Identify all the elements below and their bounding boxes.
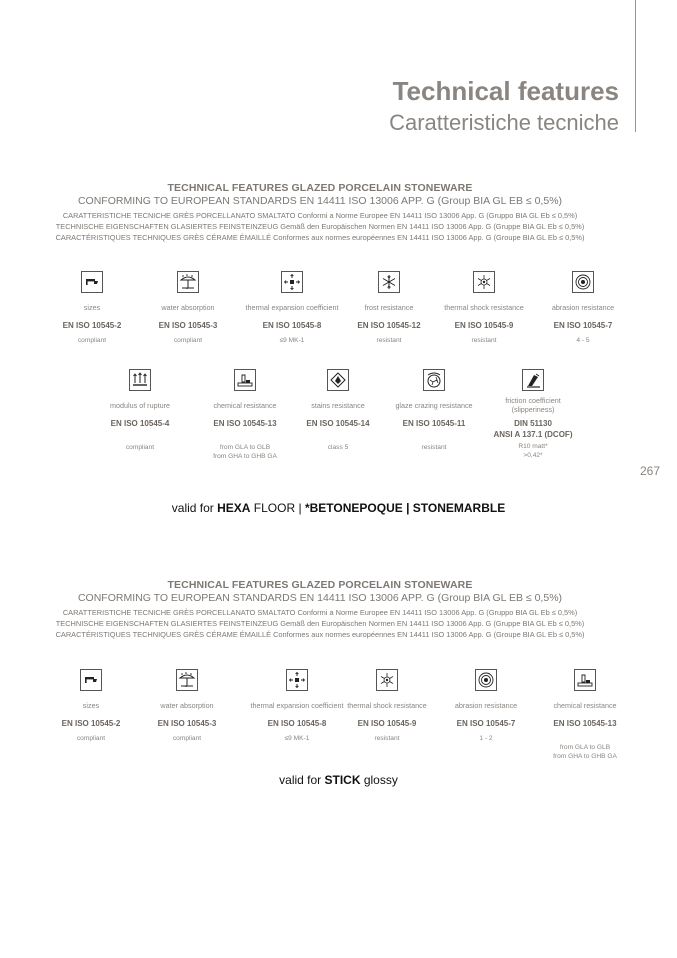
feature-standard: EN ISO 10545-4 xyxy=(110,419,170,428)
feature-value: 4 - 5 xyxy=(576,337,590,344)
section1-header xyxy=(30,182,610,243)
valid-for-note: valid for STICK glossy xyxy=(279,773,398,787)
feature-value: resistant xyxy=(421,444,447,451)
feature-standard: EN ISO 10545-13 xyxy=(213,419,277,428)
feature-water-absorption xyxy=(138,271,238,345)
feature-standard: EN ISO 10545-12 xyxy=(357,321,421,330)
feature-thermal-expansion xyxy=(242,271,342,345)
feature-label: sizes xyxy=(82,700,100,710)
feature-value-2: >0,42* xyxy=(523,452,543,459)
feature-label: sizes xyxy=(83,302,101,312)
feature-value: resistant xyxy=(471,337,497,344)
section2-header xyxy=(30,579,610,640)
feature-standard: EN ISO 10545-3 xyxy=(158,321,218,330)
feature-value: ≤9 MK-1 xyxy=(284,735,310,742)
feature-value: compliant xyxy=(125,444,155,451)
feature-standard: EN ISO 10545-2 xyxy=(62,321,122,330)
feature-label: frost resistance xyxy=(364,302,414,312)
feature-value: ≤9 MK-1 xyxy=(279,337,305,344)
valid-for-note: valid for HEXA FLOOR | *BETONEPOQUE | STONEMARBLE xyxy=(171,501,506,515)
water-drops-icon xyxy=(176,669,198,691)
feature-standard: DIN 51130 xyxy=(514,419,552,428)
feature-chemical-resistance xyxy=(535,669,635,761)
header-line1: TECHNICAL FEATURES GLAZED PORCELAIN STONEWARE xyxy=(167,579,473,591)
feature-label: water absorption xyxy=(160,700,214,710)
feature-thermal-shock xyxy=(434,271,534,345)
header-line1: TECHNICAL FEATURES GLAZED PORCELAIN STONEWARE xyxy=(167,182,473,194)
feature-standard: EN ISO 10545-9 xyxy=(454,321,514,330)
feature-standard: EN ISO 10545-2 xyxy=(61,719,121,728)
feature-label: abrasion resistance xyxy=(454,700,518,710)
feature-thermal-expansion xyxy=(247,669,347,743)
rupture-icon xyxy=(129,369,151,391)
caliper-icon xyxy=(80,669,102,691)
feature-label: glaze crazing resistance xyxy=(395,400,473,410)
feature-value: compliant xyxy=(77,337,107,344)
feature-value: from GLA to GLB from GHA to GHB GA xyxy=(213,444,277,460)
feature-value: compliant xyxy=(76,735,106,742)
chemical-icon xyxy=(234,369,256,391)
feature-value: class 5 xyxy=(327,444,349,451)
feature-standard: EN ISO 10545-14 xyxy=(306,419,370,428)
thermal-expansion-icon xyxy=(286,669,308,691)
feature-value: R10 matt* xyxy=(518,443,548,450)
feature-label: thermal expansion coefficient xyxy=(245,302,339,312)
feature-standard: EN ISO 10545-8 xyxy=(267,719,327,728)
header-it: CARATTERISTICHE TECNICHE GRÈS PORCELLANATO SMALTATO Conformi a Norme Europee EN 14411 ISO 13006 App. G (Gruppo BIA GL Eb ≤ 0,5%) xyxy=(62,211,578,220)
feature-value: 1 - 2 xyxy=(479,735,493,742)
thermal-expansion-icon xyxy=(281,271,303,293)
feature-label: thermal shock resistance xyxy=(347,700,427,710)
header-line2: CONFORMING TO EUROPEAN STANDARDS EN 14411 ISO 13006 APP. G (Group BIA GL EB ≤ 0,5%) xyxy=(77,195,563,207)
feature-value: from GLA to GLB from GHA to GHB GA xyxy=(553,744,617,760)
feature-standard: EN ISO 10545-11 xyxy=(402,419,466,428)
stain-icon xyxy=(327,369,349,391)
feature-frost-resistance xyxy=(339,271,439,345)
page-subtitle: Caratteristiche tecniche xyxy=(389,110,619,135)
feature-stains-resistance xyxy=(288,369,388,452)
feature-label: modulus of rupture xyxy=(110,400,170,410)
feature-standard: EN ISO 10545-13 xyxy=(553,719,617,728)
feature-value: compliant xyxy=(173,337,203,344)
feature-label: abrasion resistance xyxy=(551,302,615,312)
feature-standard: EN ISO 10545-3 xyxy=(157,719,217,728)
feature-water-absorption xyxy=(137,669,237,743)
friction-icon xyxy=(522,369,544,391)
header-fr: CARACTÉRISTIQUES TECHNIQUES GRÈS CÉRAME ÉMAILLÉ Conformes aux normes européennes EN 14411 ISO 13006 App. G (Groupe BIA GL Eb ≤ 0,5%) xyxy=(55,630,585,639)
feature-standard: EN ISO 10545-7 xyxy=(553,321,613,330)
feature-value: resistant xyxy=(376,337,402,344)
abrasion-icon xyxy=(572,271,594,293)
water-drops-icon xyxy=(177,271,199,293)
header-de: TECHNISCHE EIGENSCHAFTEN GLASIERTES FEINSTEINZEUG Gemäß den Europäischen Normen EN 14411 ISO 13006 App. G (Gruppe BIA GL Eb ≤ 0,5%) xyxy=(55,222,585,231)
feature-label: thermal shock resistance xyxy=(444,302,524,312)
feature-chemical-resistance xyxy=(195,369,295,461)
header-de: TECHNISCHE EIGENSCHAFTEN GLASIERTES FEINSTEINZEUG Gemäß den Europäischen Normen EN 14411 ISO 13006 App. G (Gruppe BIA GL Eb ≤ 0,5%) xyxy=(55,619,585,628)
feature-standard: EN ISO 10545-7 xyxy=(456,719,516,728)
feature-standard: EN ISO 10545-9 xyxy=(357,719,417,728)
page-title: Technical features xyxy=(392,76,619,106)
feature-label: chemical resistance xyxy=(213,400,277,410)
feature-label: thermal expansion coefficient xyxy=(250,700,344,710)
thermal-shock-icon xyxy=(376,669,398,691)
feature-value: resistant xyxy=(374,735,400,742)
header-line2: CONFORMING TO EUROPEAN STANDARDS EN 14411 ISO 13006 APP. G (Group BIA GL EB ≤ 0,5%) xyxy=(77,592,563,604)
feature-standard: EN ISO 10545-8 xyxy=(262,321,322,330)
feature-sizes xyxy=(42,271,142,345)
crazing-icon xyxy=(423,369,445,391)
snowflake-icon xyxy=(378,271,400,293)
feature-label: chemical resistance xyxy=(553,700,617,710)
feature-glaze-crazing xyxy=(384,369,484,452)
header-fr: CARACTÉRISTIQUES TECHNIQUES GRÈS CÉRAME ÉMAILLÉ Conformes aux normes européennes EN 14411 ISO 13006 App. G (Groupe BIA GL Eb ≤ 0,5%) xyxy=(55,233,585,242)
feature-label: stains resistance xyxy=(311,400,365,410)
page-number: 267 xyxy=(640,464,661,478)
header-it: CARATTERISTICHE TECNICHE GRÈS PORCELLANATO SMALTATO Conformi a Norme Europee EN 14411 ISO 13006 App. G (Gruppo BIA GL Eb ≤ 0,5%) xyxy=(62,608,578,617)
feature-sizes xyxy=(41,669,141,743)
feature-value: compliant xyxy=(172,735,202,742)
feature-modulus-of-rupture xyxy=(90,369,190,452)
feature-friction-coefficient xyxy=(483,369,583,460)
feature-standard-2: ANSI A 137.1 (DCOF) xyxy=(493,430,573,439)
feature-thermal-shock xyxy=(337,669,437,743)
feature-abrasion xyxy=(533,271,633,345)
divider-line xyxy=(635,0,636,132)
feature-label: friction coefficient (slipperiness) xyxy=(505,396,561,414)
chemical-icon xyxy=(574,669,596,691)
thermal-shock-icon xyxy=(473,271,495,293)
feature-label: water absorption xyxy=(161,302,215,312)
feature-abrasion xyxy=(436,669,536,743)
caliper-icon xyxy=(81,271,103,293)
abrasion-icon xyxy=(475,669,497,691)
